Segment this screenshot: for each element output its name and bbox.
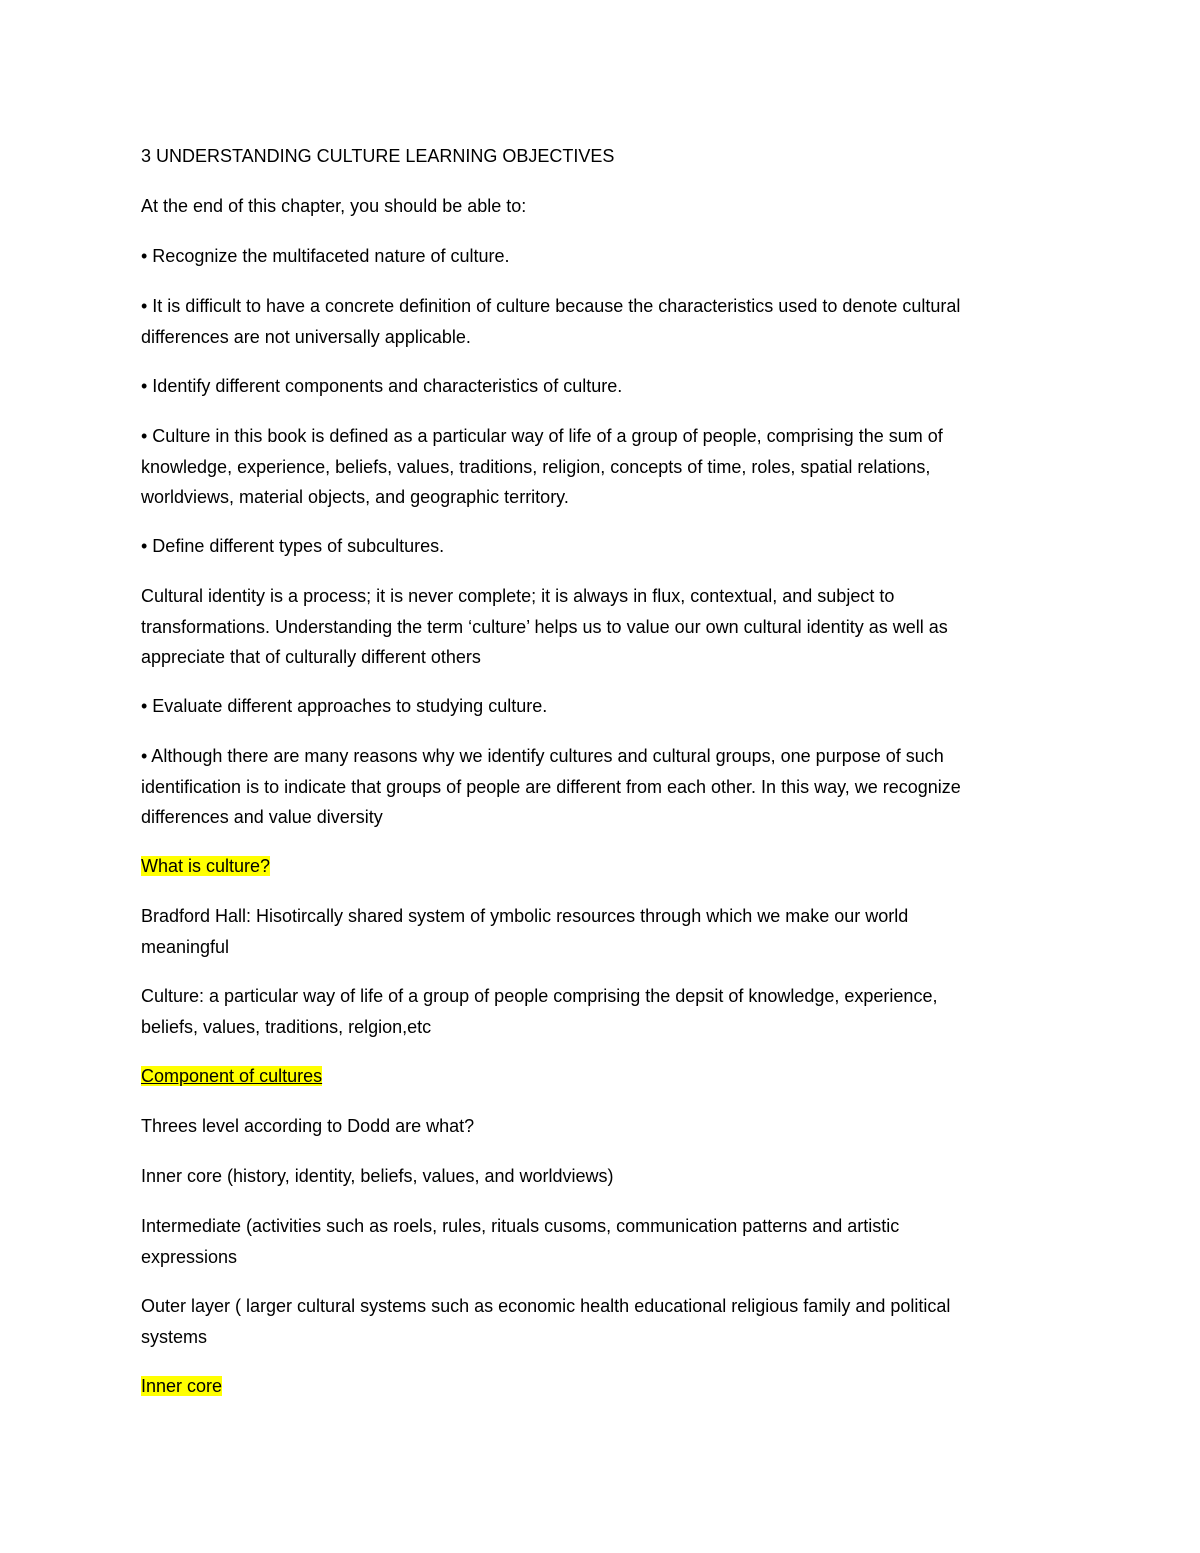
paragraph-text: Intermediate (activities such as roels, rules, rituals cusoms, communication patterns and artistic — [141, 1216, 900, 1236]
objective-text: identification is to indicate that groups of people are different from each other. In this way, we recognize — [141, 776, 961, 797]
paragraph-text: beliefs, values, traditions, relgion,etc — [141, 1016, 432, 1037]
section-heading — [141, 1371, 1061, 1402]
intro-paragraph — [141, 191, 1061, 222]
chapter-heading — [141, 141, 1061, 172]
paragraph-text: meaningful — [141, 936, 230, 957]
paragraph-text: Inner core (history, identity, beliefs, values, and worldviews) — [141, 1166, 614, 1186]
paragraph-text: Bradford Hall: Hisotircally shared system of ymbolic resources through which we make our world — [141, 906, 909, 926]
objective-item — [141, 291, 1061, 352]
paragraph-text: Threes level according to Dodd are what? — [141, 1116, 475, 1136]
highlighted-heading-inner-core: Inner core — [141, 1376, 223, 1396]
objective-item — [141, 691, 1061, 722]
paragraph-text: transformations. Understanding the term ‘culture’ helps us to value our own cultural identity as well as — [141, 616, 948, 637]
objective-text: • Although there are many reasons why we identify cultures and cultural groups, one purpose of such — [141, 746, 944, 766]
objective-item — [141, 371, 1061, 402]
objective-text: worldviews, material objects, and geographic territory. — [141, 487, 569, 507]
objective-text: • Define different types of subcultures. — [141, 536, 445, 556]
objective-item — [141, 421, 1061, 513]
paragraph-text: Culture: a particular way of life of a group of people comprising the depsit of knowledge, experience, — [141, 986, 938, 1006]
paragraph-text: systems — [141, 1326, 208, 1347]
objective-text: knowledge, experience, beliefs, values, traditions, religion, concepts of time, roles, spatial relations, — [141, 456, 931, 477]
objective-text: • Identify different components and characteristics of culture. — [141, 376, 623, 396]
inner-core-item — [141, 1161, 1061, 1192]
paragraph-text: appreciate that of culturally different others — [141, 647, 481, 667]
culture-definition — [141, 981, 1061, 1042]
objective-item — [141, 241, 1061, 272]
intro-text: At the end of this chapter, you should be able to: — [141, 196, 527, 216]
highlighted-heading-component-of-cultures: Component of cultures — [141, 1066, 323, 1086]
objective-text: • It is difficult to have a concrete definition of culture because the characteristics used to denote cultural — [141, 296, 961, 316]
outer-layer-item — [141, 1291, 1061, 1352]
paragraph-text: Cultural identity is a process; it is never complete; it is always in flux, contextual, and subject to — [141, 586, 895, 606]
objective-text: • Recognize the multifaceted nature of culture. — [141, 246, 510, 266]
section-heading — [141, 1061, 1061, 1092]
identity-paragraph — [141, 581, 1061, 673]
hall-definition — [141, 901, 1061, 962]
paragraph-text: expressions — [141, 1246, 238, 1267]
highlighted-heading-what-is-culture: What is culture? — [141, 856, 271, 876]
objective-item — [141, 741, 1061, 833]
paragraph-text: Outer layer ( larger cultural systems such as economic health educational religious family and political — [141, 1296, 951, 1316]
objective-text: differences and value diversity — [141, 807, 383, 827]
objective-text: • Evaluate different approaches to studying culture. — [141, 696, 548, 716]
objective-text: differences are not universally applicable. — [141, 326, 471, 347]
section-heading — [141, 851, 1061, 882]
objective-text: • Culture in this book is defined as a particular way of life of a group of people, comprising the sum of — [141, 426, 943, 446]
chapter-heading-text: 3 UNDERSTANDING CULTURE LEARNING OBJECTIVES — [141, 146, 615, 166]
dodd-question — [141, 1111, 1061, 1142]
objective-item — [141, 531, 1061, 562]
intermediate-item — [141, 1211, 1061, 1272]
